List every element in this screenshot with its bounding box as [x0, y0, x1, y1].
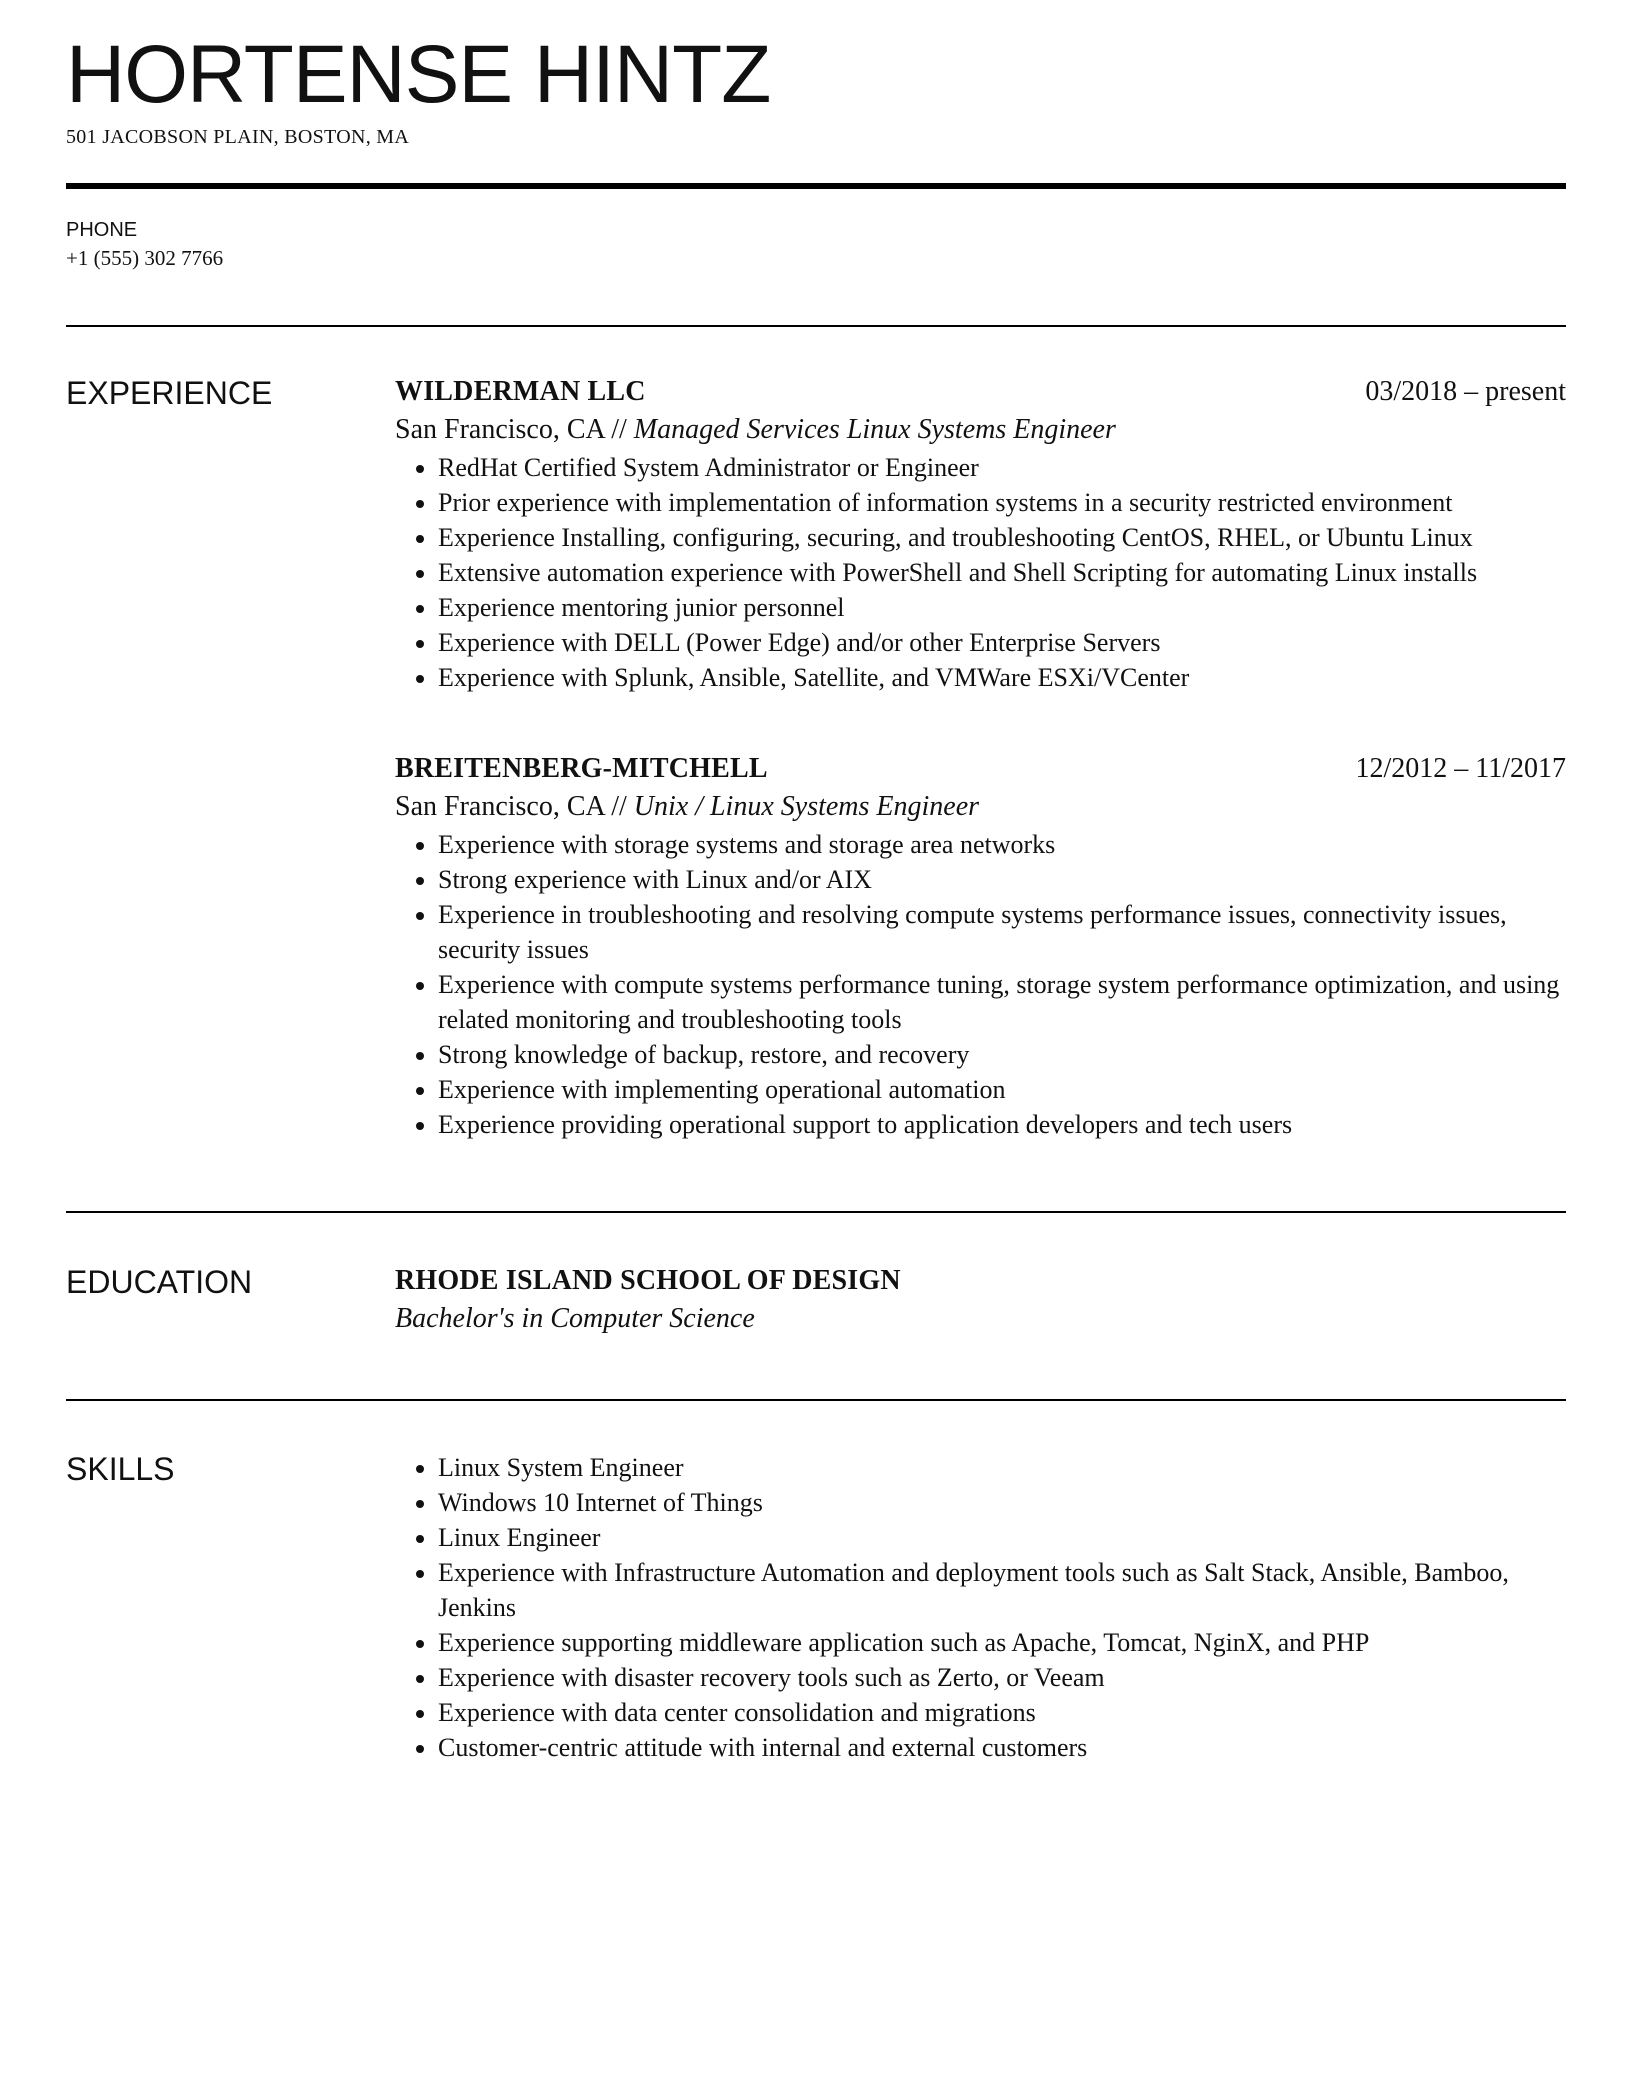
job-location: San Francisco, CA [395, 791, 605, 822]
job-bullet: • Experience in troubleshooting and resolving compute systems performance issues, connectivity issues, security issues [438, 897, 1566, 967]
job-bullet: • Experience Installing, configuring, securing, and troubleshooting CentOS, RHEL, or Ubuntu Linux [438, 520, 1566, 555]
job-bullet: • Experience mentoring junior personnel [438, 590, 1566, 625]
job-bullet: • Strong knowledge of backup, restore, and recovery [438, 1037, 1566, 1072]
skill-item: • Experience with disaster recovery tools such as Zerto, or Veeam [438, 1660, 1566, 1695]
section-divider [66, 1399, 1566, 1401]
job-role: Managed Services Linux Systems Engineer [633, 414, 1116, 445]
job-bullet: • Extensive automation experience with PowerShell and Shell Scripting for automating Linux installs [438, 555, 1566, 590]
skills-list [395, 1450, 1566, 1765]
job-entry [395, 374, 1566, 695]
experience-section [66, 374, 1566, 1142]
company-name: WILDERMAN LLC [395, 376, 646, 407]
job-bullet: • Experience with DELL (Power Edge) and/or other Enterprise Servers [438, 625, 1566, 660]
job-separator: // [604, 414, 634, 445]
section-title-education: EDUCATION [66, 1264, 253, 1300]
section-divider [66, 325, 1566, 327]
company-name: BREITENBERG-MITCHELL [395, 753, 768, 784]
section-title-experience: EXPERIENCE [66, 375, 273, 411]
skill-item: • Experience with data center consolidation and migrations [438, 1695, 1566, 1730]
contact-block [66, 219, 1566, 271]
job-entry [395, 751, 1566, 1142]
job-bullet: • Prior experience with implementation of information systems in a security restricted environment [438, 485, 1566, 520]
resume-page [66, 0, 1566, 1765]
job-location: San Francisco, CA [395, 414, 605, 445]
job-dates: 12/2012 – 11/2017 [1355, 753, 1566, 784]
skill-item: • Experience with Infrastructure Automation and deployment tools such as Salt Stack, Ansible, Bamboo, Jenkins [438, 1555, 1566, 1625]
degree-name: Bachelor's in Computer Science [395, 1303, 755, 1334]
job-bullet: • Strong experience with Linux and/or AIX [438, 862, 1566, 897]
job-bullet: • Experience with compute systems performance tuning, storage system performance optimization, and using related monitoring and troubleshooting tools [438, 967, 1566, 1037]
section-divider [66, 1211, 1566, 1213]
job-bullet-list [395, 450, 1566, 695]
school-name: RHODE ISLAND SCHOOL OF DESIGN [395, 1265, 901, 1296]
skill-item: • Windows 10 Internet of Things [438, 1485, 1566, 1520]
job-role: Unix / Linux Systems Engineer [633, 791, 980, 822]
skills-section [66, 1450, 1566, 1765]
job-separator: // [604, 791, 634, 822]
skill-item: • Experience supporting middleware application such as Apache, Tomcat, NginX, and PHP [438, 1625, 1566, 1660]
job-bullet: • Experience providing operational support to application developers and tech users [438, 1107, 1566, 1142]
section-title-skills: SKILLS [66, 1451, 175, 1487]
skill-item: • Linux System Engineer [438, 1450, 1566, 1485]
header-divider [66, 183, 1566, 189]
job-bullet: • Experience with storage systems and storage area networks [438, 827, 1566, 862]
job-dates: 03/2018 – present [1365, 376, 1566, 407]
education-section [66, 1263, 1566, 1339]
job-bullet: • Experience with implementing operational automation [438, 1072, 1566, 1107]
job-bullet-list [395, 827, 1566, 1142]
skill-item: • Linux Engineer [438, 1520, 1566, 1555]
job-bullet: • RedHat Certified System Administrator or Engineer [438, 450, 1566, 485]
candidate-address: 501 JACOBSON PLAIN, BOSTON, MA [66, 126, 410, 148]
job-bullet: • Experience with Splunk, Ansible, Satellite, and VMWare ESXi/VCenter [438, 660, 1566, 695]
skill-item: • Customer-centric attitude with internal and external customers [438, 1730, 1566, 1765]
education-body [395, 1263, 1566, 1339]
experience-body [395, 374, 1566, 1142]
skills-body [395, 1450, 1566, 1765]
phone-value: +1 (555) 302 7766 [66, 246, 224, 270]
phone-label: PHONE [66, 219, 138, 241]
candidate-name: HORTENSE HINTZ [66, 29, 771, 120]
